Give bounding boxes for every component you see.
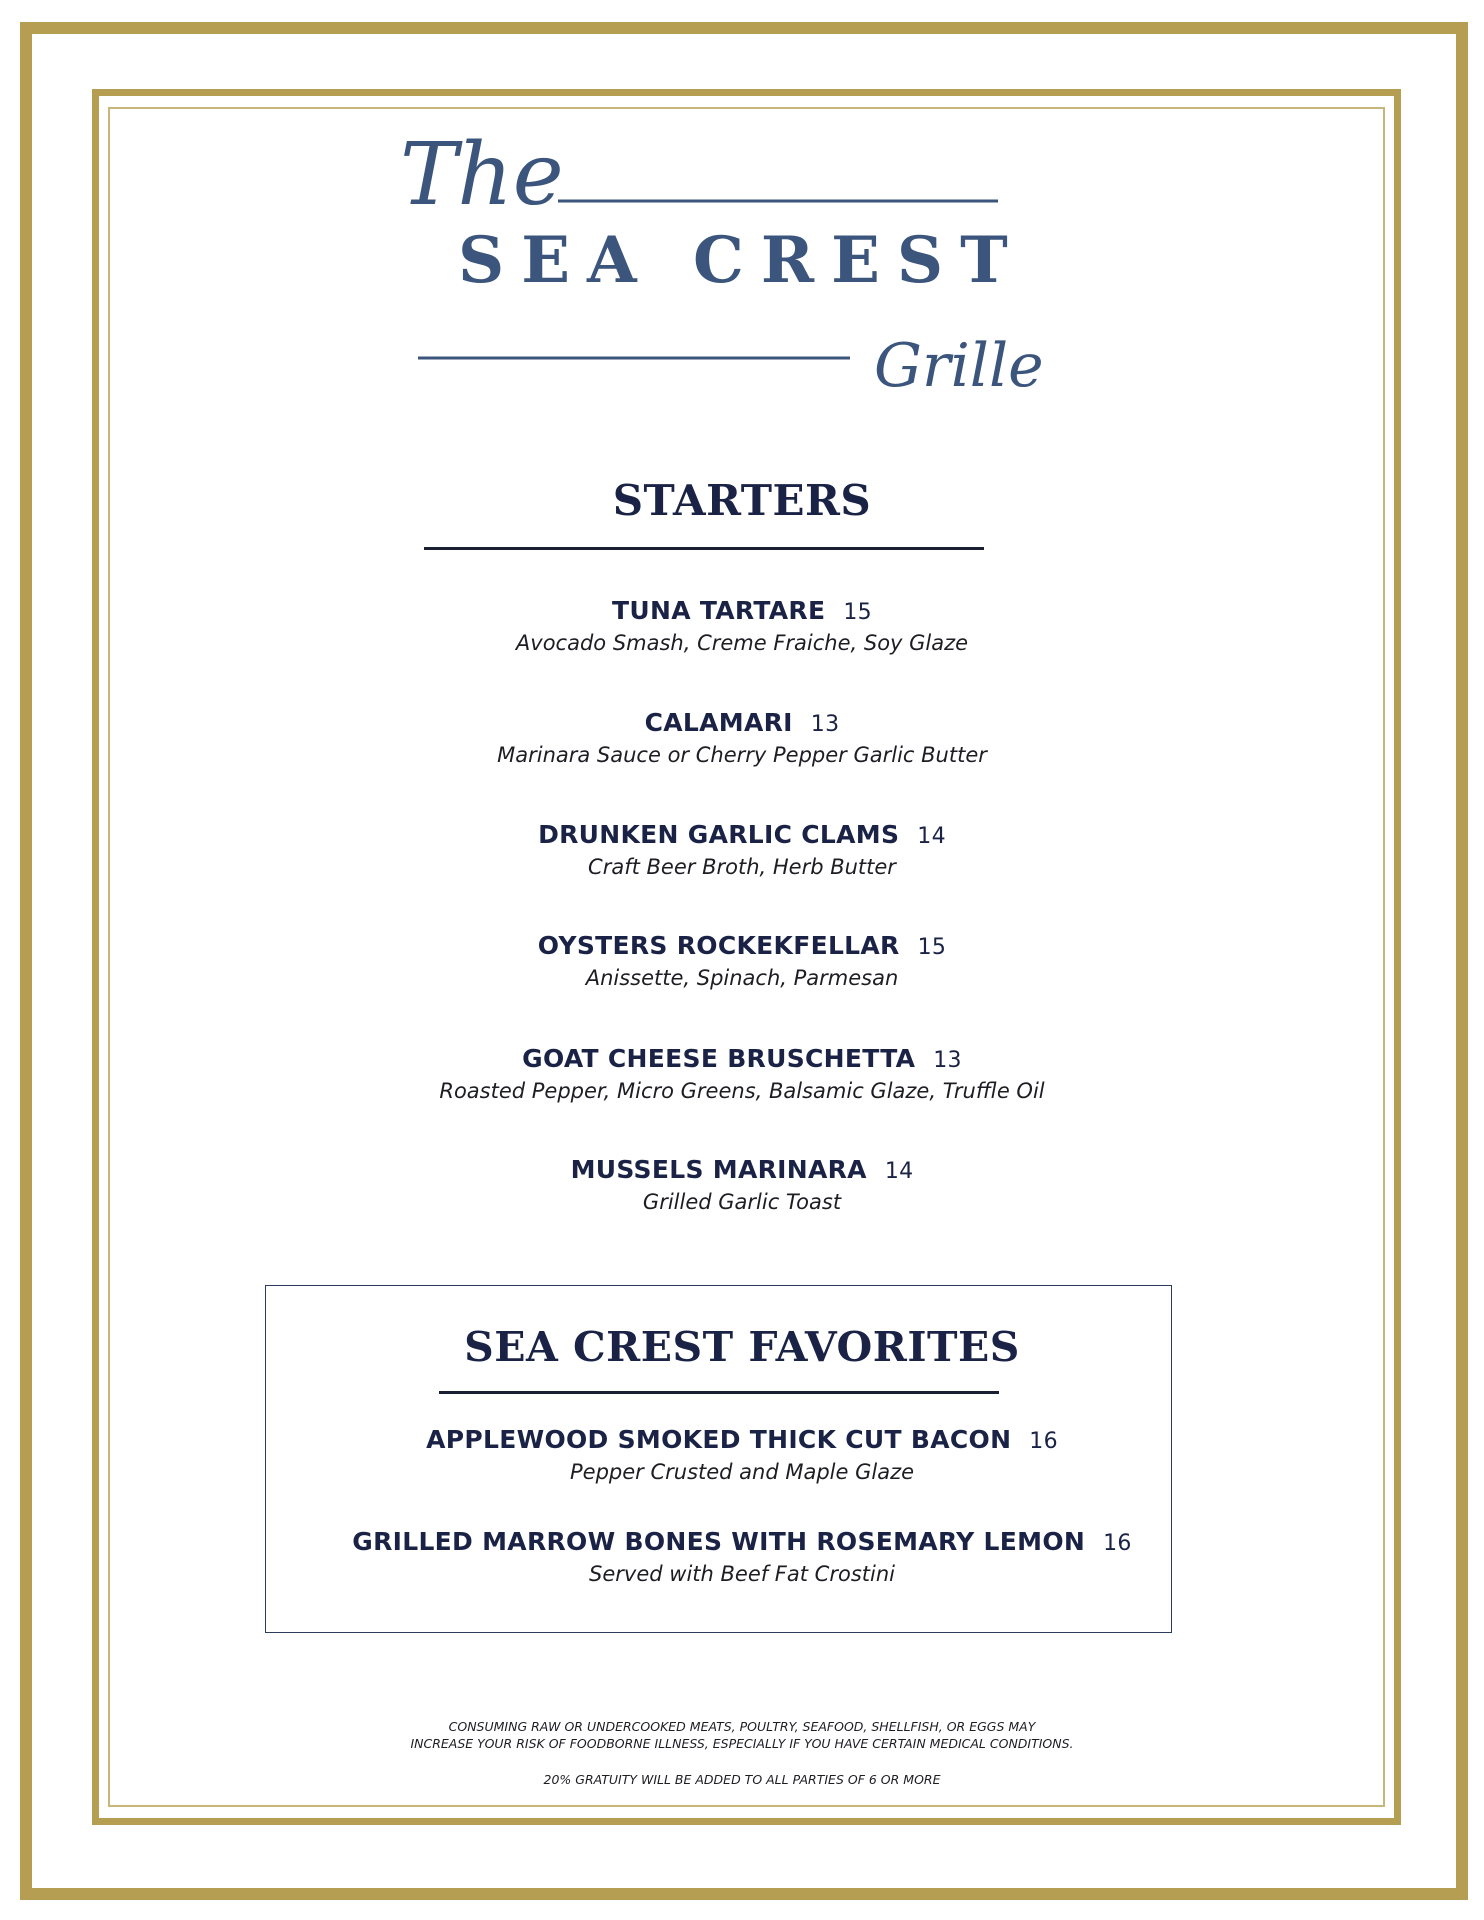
item-description: Grilled Garlic Toast: [642, 1190, 842, 1214]
menu-item: [0, 596, 1484, 655]
item-price: 16: [1029, 1429, 1058, 1454]
item-description: Pepper Crusted and Maple Glaze: [569, 1460, 915, 1484]
menu-item: [0, 820, 1484, 879]
menu-item: [0, 708, 1484, 767]
warning-line-1: CONSUMING RAW OR UNDERCOOKED MEATS, POULTRY, SEAFOOD, SHELLFISH, OR EGGS MAY: [448, 1719, 1036, 1734]
item-name: APPLEWOOD SMOKED THICK CUT BACON: [426, 1425, 1012, 1454]
item-price: 13: [933, 1048, 962, 1073]
favorites-title: SEA CREST FAVORITES: [464, 1323, 1020, 1371]
item-description: Served with Beef Fat Crostini: [589, 1562, 895, 1586]
item-name: TUNA TARTARE: [612, 596, 826, 625]
gratuity-note: 20% GRATUITY WILL BE ADDED TO ALL PARTIES OF 6 OR MORE: [543, 1772, 941, 1787]
menu-item: [0, 931, 1484, 990]
item-name: DRUNKEN GARLIC CLAMS: [538, 820, 900, 849]
menu-item: [0, 1425, 1484, 1484]
item-description: Marinara Sauce or Cherry Pepper Garlic Butter: [497, 743, 987, 767]
item-description: Craft Beer Broth, Herb Butter: [588, 855, 896, 879]
item-price: 14: [884, 1159, 914, 1184]
item-price: 15: [917, 935, 947, 960]
item-name: CALAMARI: [644, 708, 793, 737]
logo-grille-script: Grille: [874, 331, 1044, 401]
warning-line-2: INCREASE YOUR RISK OF FOODBORNE ILLNESS, ESPECIALLY IF YOU HAVE CERTAIN MEDICAL CONDITIONS.: [410, 1736, 1074, 1751]
menu-item: [0, 1044, 1484, 1103]
restaurant-logo: [398, 122, 1044, 412]
logo-sea-crest: SEA CREST: [458, 223, 1025, 298]
item-price: 14: [917, 824, 946, 849]
item-description: Anissette, Spinach, Parmesan: [585, 966, 899, 990]
item-price: 13: [810, 712, 840, 737]
item-name: MUSSELS MARINARA: [570, 1155, 867, 1184]
item-name: OYSTERS ROCKEKFELLAR: [537, 931, 900, 960]
starters-title: STARTERS: [612, 476, 872, 525]
item-description: Avocado Smash, Creme Fraiche, Soy Glaze: [515, 631, 969, 655]
item-description: Roasted Pepper, Micro Greens, Balsamic Glaze, Truffle Oil: [439, 1079, 1045, 1103]
menu-item: [0, 1155, 1484, 1214]
logo-the-script: The: [400, 125, 564, 225]
starters-rule: [424, 547, 984, 550]
favorites-rule: [439, 1391, 999, 1394]
item-name: GRILLED MARROW BONES WITH ROSEMARY LEMON: [352, 1527, 1086, 1556]
food-safety-warning: [0, 1718, 1484, 1752]
menu-item: [0, 1527, 1484, 1586]
item-name: GOAT CHEESE BRUSCHETTA: [522, 1044, 916, 1073]
item-price: 15: [843, 600, 872, 625]
item-price: 16: [1103, 1531, 1132, 1556]
